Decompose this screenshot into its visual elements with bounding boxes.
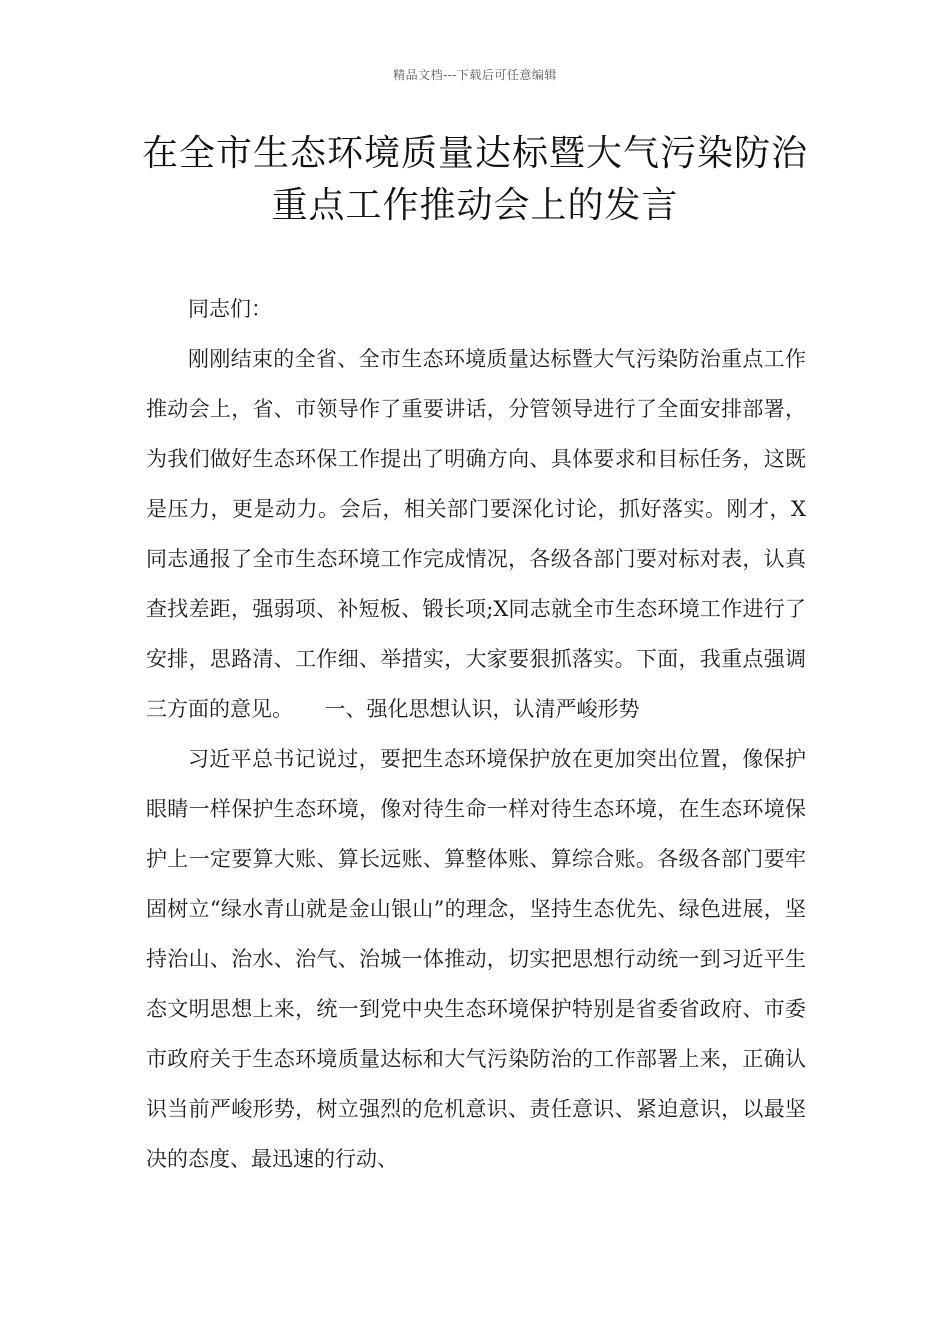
salutation: 同志们： — [188, 297, 272, 321]
paragraph: 刚刚结束的全省、全市生态环境质量达标暨大气污染防治重点工作推动会上，省、市领导作了重要讲话，分管领导进行了全面安排部署，为我们做好生态环保工作提出了明确方向、具体要求和目标任务，这既是压力，更是动力。会后，相关部门要深化讨论，抓好落实。刚才，X同志通报了全市生态环境工作完成情况，各级各部门要对标对表，认真查找差距，强弱项、补短板、锻长项;X同志就全市生态环境工作进行了安排，思路清、工作细、举措实，大家要狠抓落实。下面，我重点强调三方面的意见。 一、强化思想认识，认清严峻形势 — [146, 347, 806, 721]
document-body — [146, 284, 806, 1184]
header-note: 精品文档---下载后可任意编辑 — [393, 68, 557, 82]
paragraph: 习近平总书记说过，要把生态环境保护放在更加突出位置，像保护眼睛一样保护生态环境，像对待生命一样对待生态环境，在生态环境保护上一定要算大账、算长远账、算整体账、算综合账。各级各部门要牢固树立“绿水青山就是金山银山”的理念，坚持生态优先、绿色进展，坚持治山、治水、治气、治城一体推动，切实把思想行动统一到习近平生态文明思想上来，统一到党中央生态环境保护特别是省委省政府、市委市政府关于生态环境质量达标和大气污染防治的工作部署上来，正确认识当前严峻形势，树立强烈的危机意识、责任意识、紧迫意识，以最坚决的态度、最迅速的行动、 — [146, 747, 806, 1171]
document-title: 在全市生态环境质量达标暨大气污染防治重点工作推动会上的发言 — [141, 133, 808, 226]
